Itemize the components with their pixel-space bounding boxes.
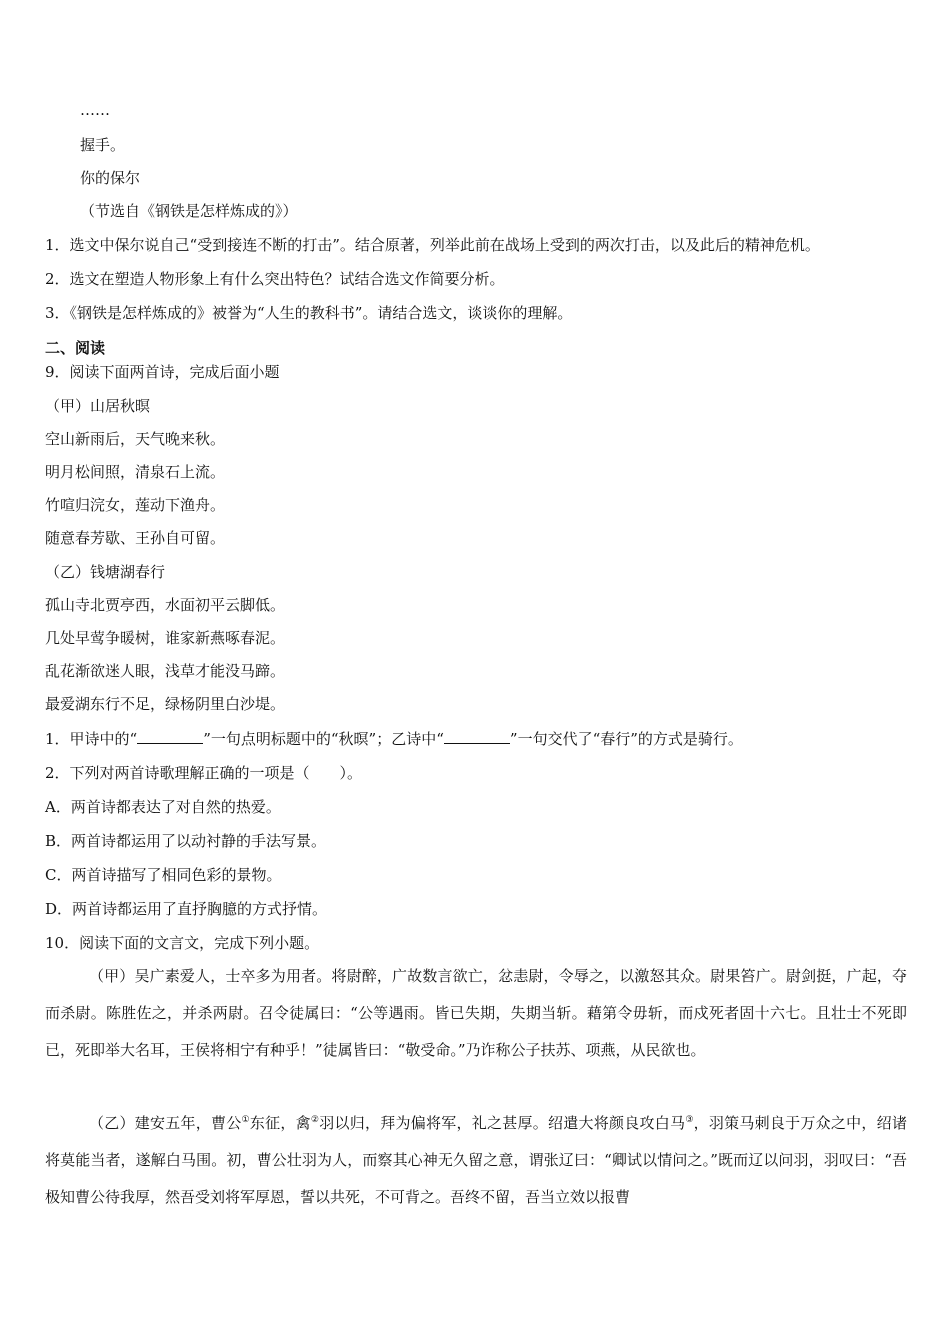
poem-b-line: 乱花渐欲迷人眼，浅草才能没马蹄。 [45,662,286,680]
excerpt-source: （节选自《钢铁是怎样炼成的》） [80,202,298,220]
question-9-1-text-b: ”一句点明标题中的“秋暝”；乙诗中“ [203,730,444,748]
passage-b-text-4: ，羽策马刺良于万众之中，绍诸将莫能当者，遂解白马围。初，曹公壮羽为人，而察其心神无久留之意，谓张辽曰：“卿试以情问之。”既而辽以问羽，羽叹曰：“吾极知曹公待我厚，然吾受刘将军厚恩，誓以共死，不可背之。吾终不留，吾当立效以报曹 [45,1114,907,1206]
question-8-2: 2．选文在塑造人物形象上有什么突出特色？试结合选文作简要分析。 [45,270,505,288]
question-9-2: 2．下列对两首诗歌理解正确的一项是（ ）。 [45,764,363,782]
answer-blank[interactable] [137,729,203,744]
footnote-marker: ③ [685,1115,694,1125]
footnote-marker: ② [310,1115,320,1125]
poem-b-line: 几处早莺争暖树，谁家新燕啄春泥。 [45,629,286,647]
question-10-stem: 10．阅读下面的文言文，完成下列小题。 [45,934,320,952]
passage-a [45,958,907,1069]
option-c: C．两首诗描写了相同色彩的景物。 [45,866,282,884]
passage-b [45,1105,907,1216]
question-8-1: 1．选文中保尔说自己“受到接连不断的打击”。结合原著，列举此前在战场上受到的两次打击，以及此后的精神危机。 [45,236,820,254]
option-b: B．两首诗都运用了以动衬静的手法写景。 [45,832,327,850]
poem-a-line: 明月松间照，清泉石上流。 [45,463,226,481]
poem-a-line: 竹喧归浣女，莲动下渔舟。 [45,496,226,514]
option-a: A．两首诗都表达了对自然的热爱。 [45,798,281,816]
footnote-marker: ① [241,1115,250,1125]
ellipsis: …… [80,101,110,119]
question-9-1-text-a: 1．甲诗中的“ [45,730,138,748]
passage-a-text: （甲）吴广素爱人，士卒多为用者。将尉醉，广故数言欲亡，忿恚尉，令辱之，以激怒其众。尉果笞广。尉剑挺，广起，夺而杀尉。陈胜佐之，并杀两尉。召令徒属曰：“公等遇雨。皆已失期，失期当斩。藉第令毋斩，而戍死者固十六七。且壮士不死即已，死即举大名耳，王侯将相宁有种乎！”徒属皆曰：“敬受命。”乃诈称公子扶苏、项燕，从民欲也。 [45,967,907,1059]
poem-a-line: 空山新雨后，天气晚来秋。 [45,430,226,448]
question-8-3: 3．《钢铁是怎样炼成的》被誉为“人生的教科书”。请结合选文，谈谈你的理解。 [45,304,573,322]
passage-b-text-2: 东征，禽 [249,1114,311,1132]
poem-b-title: （乙）钱塘湖春行 [45,563,166,581]
passage-b-text-3: 羽以归，拜为偏将军，礼之甚厚。绍遣大将颜良攻白马 [319,1114,686,1132]
poem-a-line: 随意春芳歇、王孙自可留。 [45,529,226,547]
poem-a-title: （甲）山居秋暝 [45,397,151,415]
letter-closing: 握手。 [80,136,126,154]
poem-b-line: 孤山寺北贾亭西，水面初平云脚低。 [45,596,286,614]
question-9-1-text-c: ”一句交代了“春行”的方式是骑行。 [509,730,743,748]
question-9-stem: 9．阅读下面两首诗，完成后面小题 [45,363,280,381]
letter-signature: 你的保尔 [80,169,141,187]
option-d: D．两首诗都运用了直抒胸臆的方式抒情。 [45,900,328,918]
poem-b-line: 最爱湖东行不足，绿杨阴里白沙堤。 [45,695,286,713]
answer-blank[interactable] [444,729,510,744]
section-heading: 二、阅读 [45,339,106,357]
question-9-1 [45,729,743,749]
passage-b-text-1: （乙）建安五年，曹公 [89,1114,242,1132]
